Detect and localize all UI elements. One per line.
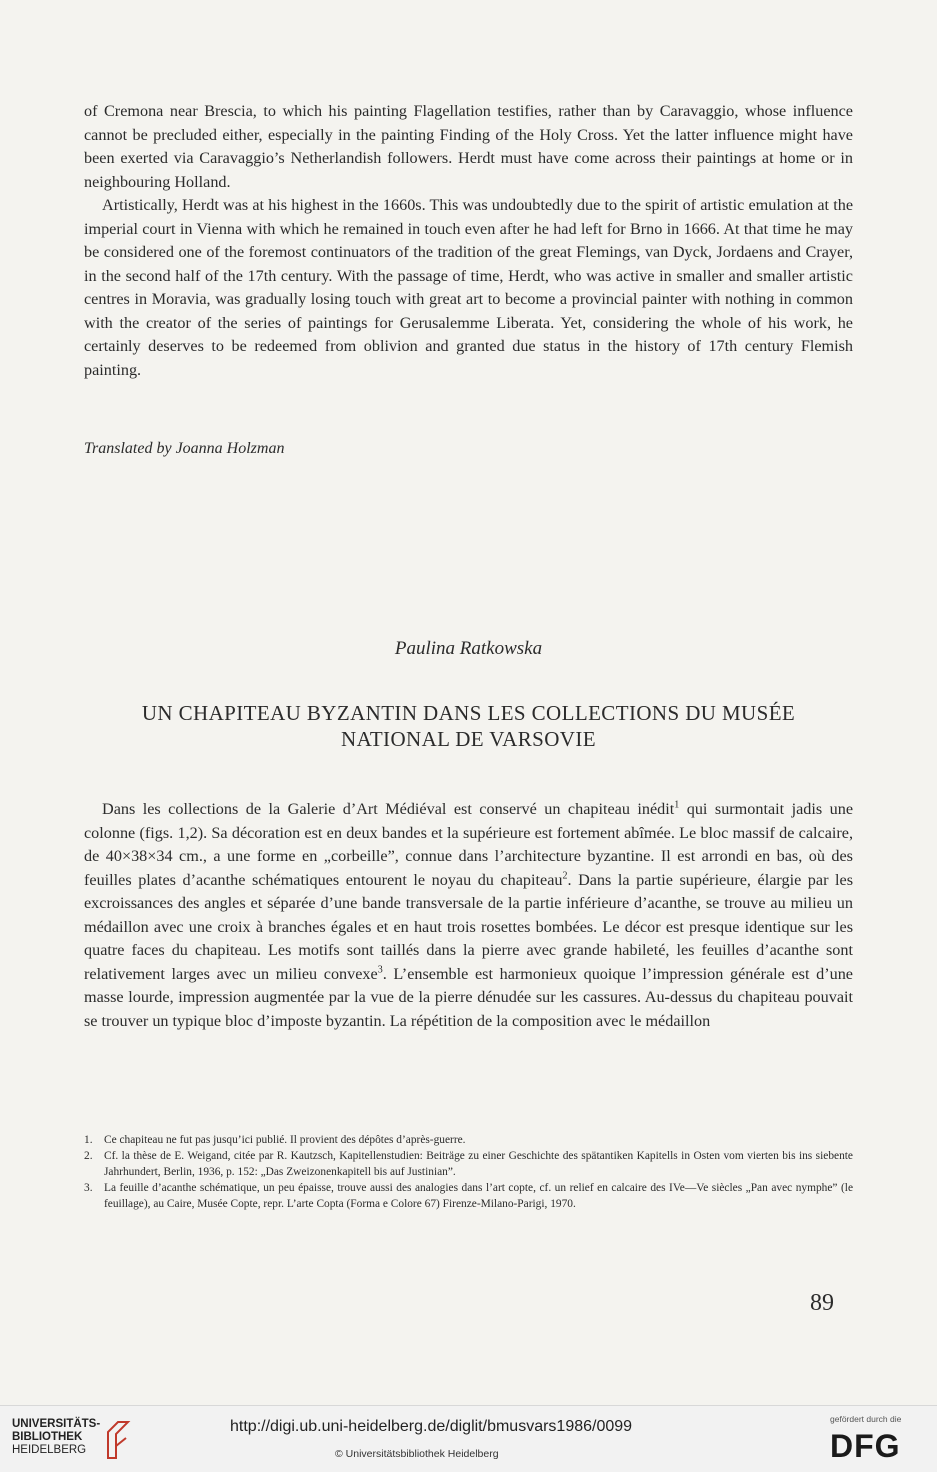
copyright-notice: © Universitätsbibliothek Heidelberg — [335, 1448, 499, 1460]
paragraph-3-part-d: . L’ensemble est harmonieux quoique l’impression générale est d’une masse lourde, impression augmentée par la vue de la pierre dénudée sur les cassures. Au-dessus du chapiteau pouvait se trouver un typique bloc d’imposte byzantin. La répétition de la composition avec le médaillon — [84, 964, 853, 1030]
dfg-logo[interactable]: DFG — [830, 1428, 901, 1464]
uni-line-3: HEIDELBERG — [12, 1444, 87, 1456]
funded-by-label: gefördert durch die — [830, 1414, 902, 1424]
footnote-2-number: 2. — [84, 1150, 93, 1162]
permalink-url[interactable]: http://digi.ub.uni-heidelberg.de/diglit/bmusvars1986/0099 — [230, 1418, 633, 1435]
paragraph-2: Artistically, Herdt was at his highest in the 1660s. This was undoubtedly due to the spirit of artistic emulation at the imperial court in Vienna with which he remained in touch even after he had left for Brno in 1666. At that time he may be considered one of the foremost continuators of the tradition of the great Flemings, van Dyck, Jordaens and Crayer, in the second half of the 17th century. With the passage of time, Herdt, who was active in smaller and smaller artistic centres in Moravia, was gradually losing touch with great art to become a provincial painter with nothing in common with the creator of the series of paintings for Gerusalemme Liberata. Yet, considering the whole of his work, he certainly deserves to be redeemed from oblivion and granted due status in the history of 17th century Flemish painting. — [84, 196, 853, 379]
footnote-3 — [84, 1180, 853, 1212]
body-text-top — [84, 100, 853, 382]
footnote-2-text: Cf. la thèse de E. Weigand, citée par R. Kautzsch, Kapitellenstudien: Beiträge zu einer Geschichte des spätantiken Kapitells in Osten vom vierten bis ins siebente Jahrhundert, Berlin, 1936, p. 152: „Das Zweizonenkapitell bis auf Justinian”. — [104, 1150, 853, 1178]
paragraph-3-part-c: . Dans la partie supérieure, élargie par les excroissances des angles et séparée d’une bande transversale de la partie inférieure d’acanthe, se trouve au milieu un médaillon avec une croix à branches égales et en haut trois rosettes bombées. Le décor est presque identique sur les quatre faces du chapiteau. Les motifs sont taillés dans la pierre avec grande habileté, les feuilles d’acanthe sont relativement larges avec un milieu convexe — [84, 870, 853, 983]
footnote-1-number: 1. — [84, 1134, 93, 1146]
body-text-french — [84, 798, 853, 1033]
paragraph-3-part-a: Dans les collections de la Galerie d’Art Médiéval est conservé un chapiteau inédit — [102, 800, 675, 818]
page-number: 89 — [810, 1290, 834, 1316]
footnote-3-number: 3. — [84, 1182, 93, 1194]
footer-bar — [0, 1405, 937, 1472]
uni-line-2: BIBLIOTHEK — [12, 1431, 83, 1443]
article-title — [84, 700, 853, 752]
title-line-2: NATIONAL DE VARSOVIE — [341, 727, 596, 751]
uni-line-1: UNIVERSITÄTS- — [12, 1418, 101, 1430]
university-logo-icon — [104, 1418, 132, 1462]
paragraph-3-part-b: qui surmontait jadis une colonne (figs. 1,2). Sa décoration est en deux bandes et la supérieure est fortement abîmée. Le bloc massif de calcaire, de 40×38×34 cm., a une forme en „corbeille”, connue dans l’architecture byzantine. Il est arrondi en bas, où des feuilles plates d’acanthe schématiques entourent le noyau du chapiteau — [84, 800, 853, 889]
footnote-2 — [84, 1148, 853, 1180]
translator-credit: Translated by Joanna Holzman — [84, 440, 285, 457]
footnote-1 — [84, 1132, 853, 1148]
footnote-3-text: La feuille d’acanthe schématique, un peu épaisse, trouve aussi des analogies dans l’art copte, cf. un relief en calcaire des IVe—Ve siècles „Pan avec nymphe” (le feuillage), au Caire, Musée Copte, repr. L’arte Copta (Forma e Colore 67) Firenze-Milano-Parigi, 1970. — [104, 1182, 853, 1210]
footnote-ref-3[interactable]: 3 — [377, 964, 383, 976]
footnote-1-text: Ce chapiteau ne fut pas jusqu’ici publié. Il provient des dépôtes d’après-guerre. — [104, 1134, 466, 1146]
footnote-ref-2[interactable]: 2 — [562, 870, 568, 882]
paragraph-1: of Cremona near Brescia, to which his painting Flagellation testifies, rather than by Caravaggio, whose influence cannot be precluded either, especially in the painting Finding of the Holy Cross. Yet the latter influence might have been exerted via Caravaggio’s Netherlandish followers. Herdt must have come across their paintings at home or in neighbouring Holland. — [84, 102, 853, 191]
university-logo-text[interactable] — [12, 1418, 100, 1457]
footnotes — [84, 1132, 853, 1212]
footnote-ref-1[interactable]: 1 — [674, 799, 680, 811]
article-author: Paulina Ratkowska — [394, 638, 543, 659]
paragraph-3 — [84, 798, 853, 1033]
title-line-1: UN CHAPITEAU BYZANTIN DANS LES COLLECTIONS DU MUSÉE — [141, 701, 796, 725]
